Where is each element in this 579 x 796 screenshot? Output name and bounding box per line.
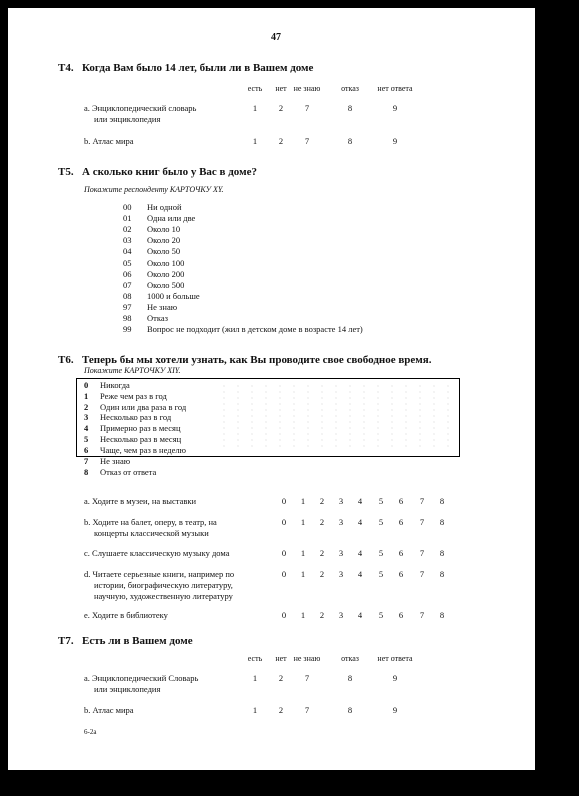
answer-code: 0 bbox=[281, 569, 287, 579]
answer-code: 8 bbox=[439, 517, 445, 527]
option-code: 08 bbox=[123, 290, 132, 301]
question-text-t5: А сколько книг было у Вас в доме? bbox=[82, 166, 257, 178]
answer-code: 2 bbox=[319, 569, 325, 579]
answer-code: 7 bbox=[419, 496, 425, 506]
scale-code: 3 bbox=[84, 412, 89, 423]
answer-code: 3 bbox=[338, 496, 344, 506]
activity-label: научную, художественную литературу bbox=[94, 591, 233, 601]
option-code: 02 bbox=[123, 224, 132, 235]
scale-text: Чаще, чем раз в неделю bbox=[100, 444, 186, 455]
page-number: 47 bbox=[271, 32, 281, 43]
activity-label: a. Ходите в музеи, на выставки bbox=[84, 496, 197, 506]
answer-code: 2 bbox=[278, 705, 284, 715]
option-text: Около 200 bbox=[147, 268, 185, 279]
answer-code: 1 bbox=[252, 136, 258, 146]
answer-code: 2 bbox=[278, 103, 284, 113]
option-code: 05 bbox=[123, 257, 132, 268]
answer-code: 4 bbox=[357, 548, 363, 558]
answer-code: 2 bbox=[319, 517, 325, 527]
answer-code: 4 bbox=[357, 496, 363, 506]
scale-text: Примерно раз в месяц bbox=[100, 423, 181, 434]
answer-code: 7 bbox=[304, 136, 310, 146]
column-header: нет ответа bbox=[377, 84, 413, 93]
answer-code: 1 bbox=[300, 610, 306, 620]
option-code: 98 bbox=[123, 313, 132, 323]
question-text-t4: Когда Вам было 14 лет, были ли в Вашем доме bbox=[82, 62, 314, 74]
option-text: Около 20 bbox=[147, 235, 181, 246]
option-text: Около 500 bbox=[147, 279, 185, 290]
answer-code: 2 bbox=[319, 548, 325, 558]
question-id-t4: T4. bbox=[58, 62, 74, 74]
answer-code: 2 bbox=[319, 496, 325, 506]
answer-code: 4 bbox=[357, 517, 363, 527]
answer-code: 2 bbox=[278, 673, 284, 683]
option-text: Около 10 bbox=[147, 224, 181, 235]
answer-code: 5 bbox=[378, 569, 384, 579]
answer-code: 8 bbox=[347, 705, 353, 715]
answer-code: 1 bbox=[300, 517, 306, 527]
row-label: a. Энциклопедический Словарь bbox=[84, 673, 199, 683]
option-code: 06 bbox=[123, 268, 132, 279]
answer-code: 0 bbox=[281, 548, 287, 558]
row-label: a. Энциклопедический словарь bbox=[84, 103, 197, 113]
scale-text: Несколько раз в год bbox=[100, 412, 172, 423]
answer-code: 6 bbox=[398, 496, 404, 506]
scale-text: Никогда bbox=[100, 380, 130, 390]
answer-code: 8 bbox=[439, 548, 445, 558]
activity-label: d. Читаете серьезные книги, например по bbox=[84, 569, 235, 579]
scale-text: Реже чем раз в год bbox=[100, 390, 167, 401]
activity-label: истории, биографическую литературу, bbox=[94, 580, 233, 590]
row-label: b. Атлас мира bbox=[84, 136, 134, 146]
scale-text: Один или два раза в год bbox=[100, 401, 187, 412]
option-code: 01 bbox=[123, 213, 132, 224]
answer-code: 1 bbox=[300, 569, 306, 579]
answer-code: 4 bbox=[357, 610, 363, 620]
option-code: 00 bbox=[123, 202, 132, 212]
answer-code: 4 bbox=[357, 569, 363, 579]
activity-label: c. Слушаете классическую музыку дома bbox=[84, 548, 230, 558]
answer-code: 7 bbox=[304, 103, 310, 113]
answer-code: 7 bbox=[304, 673, 310, 683]
activity-label: b. Ходите на балет, оперу, в театр, на bbox=[84, 517, 217, 527]
column-header: отказ bbox=[341, 654, 359, 663]
scale-code: 1 bbox=[84, 390, 89, 401]
answer-code: 5 bbox=[378, 517, 384, 527]
answer-code: 7 bbox=[419, 569, 425, 579]
question-text-t7: Есть ли в Вашем доме bbox=[82, 635, 193, 647]
answer-code: 1 bbox=[252, 103, 258, 113]
column-header: нет ответа bbox=[377, 654, 413, 663]
answer-code: 1 bbox=[252, 705, 258, 715]
row-label-cont: или энциклопедия bbox=[94, 684, 161, 694]
answer-code: 9 bbox=[392, 705, 398, 715]
activity-label: концерты классической музыки bbox=[94, 528, 209, 538]
answer-code: 6 bbox=[398, 610, 404, 620]
instruction-t5: Покажите респонденту КАРТОЧКУ XY. bbox=[84, 185, 224, 194]
option-code: 99 bbox=[123, 324, 132, 335]
answer-code: 0 bbox=[281, 610, 287, 620]
option-text: Отказ bbox=[147, 313, 168, 323]
answer-code: 5 bbox=[378, 610, 384, 620]
instruction-t6: Покажите КАРТОЧКУ XIY. bbox=[84, 366, 181, 375]
answer-code: 3 bbox=[338, 517, 344, 527]
answer-code: 8 bbox=[347, 103, 353, 113]
column-header: нет bbox=[275, 84, 287, 93]
scale-code: 5 bbox=[84, 434, 89, 444]
column-header: есть bbox=[247, 654, 263, 663]
answer-code: 1 bbox=[252, 673, 258, 683]
scale-code: 2 bbox=[84, 401, 89, 412]
scale-text: Отказ от ответа bbox=[100, 467, 157, 477]
answer-code: 2 bbox=[278, 136, 284, 146]
row-label-cont: или энциклопедия bbox=[94, 114, 161, 124]
answer-code: 8 bbox=[439, 496, 445, 506]
answer-code: 1 bbox=[300, 496, 306, 506]
column-header: не знаю bbox=[293, 654, 321, 663]
answer-code: 3 bbox=[338, 610, 344, 620]
answer-code: 7 bbox=[304, 705, 310, 715]
option-code: 97 bbox=[123, 301, 132, 312]
questionnaire-page bbox=[8, 8, 535, 770]
option-text: Около 100 bbox=[147, 257, 185, 268]
question-id-t6: T6. bbox=[58, 354, 74, 366]
scale-code: 7 bbox=[84, 456, 89, 466]
answer-code: 7 bbox=[419, 548, 425, 558]
scale-code: 0 bbox=[84, 380, 89, 390]
answer-code: 5 bbox=[378, 496, 384, 506]
option-code: 04 bbox=[123, 246, 132, 257]
answer-code: 8 bbox=[439, 569, 445, 579]
question-text-t6: Теперь бы мы хотели узнать, как Вы проводите свое свободное время. bbox=[82, 354, 432, 366]
answer-code: 7 bbox=[419, 517, 425, 527]
answer-code: 6 bbox=[398, 517, 404, 527]
side-page-code: 1994 bbox=[0, 577, 10, 595]
answer-code: 5 bbox=[378, 548, 384, 558]
question-id-t5: T5. bbox=[58, 166, 74, 178]
answer-code: 8 bbox=[439, 610, 445, 620]
option-text: 1000 и больше bbox=[147, 290, 200, 301]
answer-code: 6 bbox=[398, 548, 404, 558]
option-text: Ни одной bbox=[147, 202, 182, 212]
answer-code: 3 bbox=[338, 569, 344, 579]
answer-code: 7 bbox=[419, 610, 425, 620]
column-header: отказ bbox=[341, 84, 359, 93]
question-id-t7: T7. bbox=[58, 635, 74, 647]
scale-text: Не знаю bbox=[100, 456, 131, 466]
answer-code: 1 bbox=[300, 548, 306, 558]
column-header: не знаю bbox=[293, 84, 321, 93]
answer-code: 0 bbox=[281, 496, 287, 506]
row-label: b. Атлас мира bbox=[84, 705, 134, 715]
answer-code: 2 bbox=[319, 610, 325, 620]
answer-code: 8 bbox=[347, 136, 353, 146]
answer-code: 3 bbox=[338, 548, 344, 558]
answer-code: 0 bbox=[281, 517, 287, 527]
answer-code: 6 bbox=[398, 569, 404, 579]
scale-code: 4 bbox=[84, 423, 89, 434]
answer-code: 9 bbox=[392, 136, 398, 146]
scale-code: 8 bbox=[84, 467, 89, 477]
scale-text: Несколько раз в месяц bbox=[100, 434, 182, 444]
option-text: Около 50 bbox=[147, 246, 181, 257]
option-text: Вопрос не подходит (жил в детском доме в возрасте 14 лет) bbox=[147, 324, 363, 335]
option-code: 07 bbox=[123, 279, 132, 290]
option-text: Одна или две bbox=[147, 213, 196, 224]
column-header: нет bbox=[275, 654, 287, 663]
answer-code: 9 bbox=[392, 673, 398, 683]
scale-code: 6 bbox=[84, 444, 89, 455]
answer-code: 9 bbox=[392, 103, 398, 113]
option-text: Не знаю bbox=[147, 301, 178, 312]
activity-label: e. Ходите в библиотеку bbox=[84, 610, 168, 620]
answer-code: 8 bbox=[347, 673, 353, 683]
option-code: 03 bbox=[123, 235, 132, 246]
footer-code: 6-2a bbox=[84, 728, 97, 736]
column-header: есть bbox=[247, 84, 263, 93]
